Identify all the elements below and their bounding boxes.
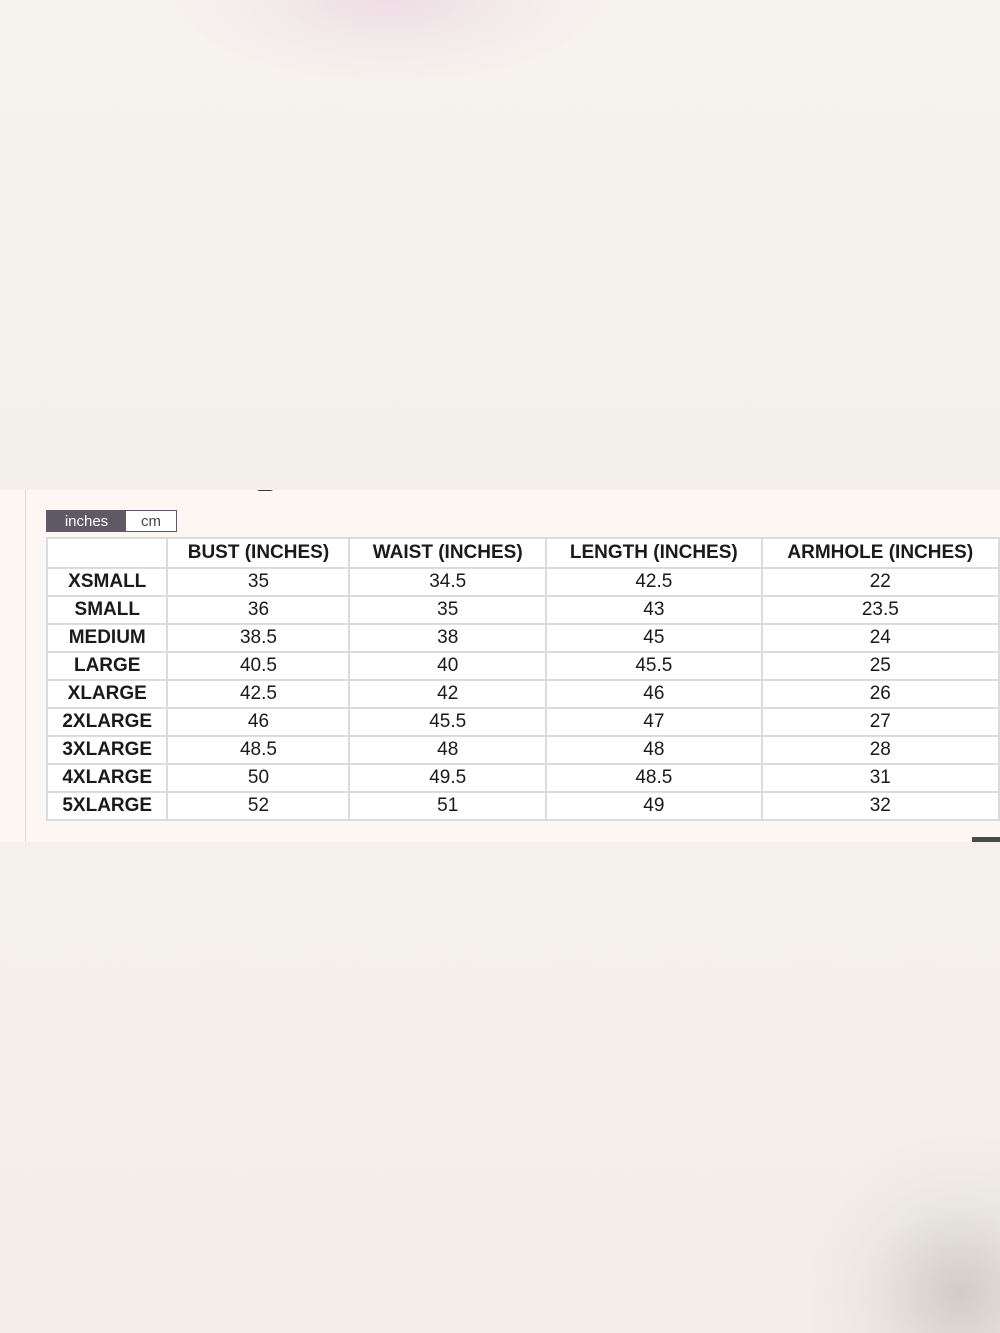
table-row — [47, 680, 999, 708]
bust-value: 38.5 — [167, 624, 349, 652]
column-header-bust: BUST (INCHES) — [167, 538, 349, 568]
table-row — [47, 708, 999, 736]
size-label: MEDIUM — [47, 624, 167, 652]
size-label: LARGE — [47, 652, 167, 680]
length-value: 48 — [546, 736, 762, 764]
waist-value: 42 — [349, 680, 546, 708]
armhole-value: 32 — [762, 792, 999, 820]
length-value: 49 — [546, 792, 762, 820]
unit-option-inches[interactable]: inches — [47, 511, 126, 531]
bust-value: 36 — [167, 596, 349, 624]
bust-value: 35 — [167, 568, 349, 596]
panel-divider — [25, 490, 26, 842]
armhole-value: 26 — [762, 680, 999, 708]
length-value: 45 — [546, 624, 762, 652]
armhole-value: 25 — [762, 652, 999, 680]
cropped-link-artifact — [255, 490, 425, 494]
column-header-length: LENGTH (INCHES) — [546, 538, 762, 568]
column-header-armhole: ARMHOLE (INCHES) — [762, 538, 999, 568]
waist-value: 48 — [349, 736, 546, 764]
length-value: 47 — [546, 708, 762, 736]
armhole-value: 27 — [762, 708, 999, 736]
size-label: 2XLARGE — [47, 708, 167, 736]
bust-value: 50 — [167, 764, 349, 792]
table-row — [47, 792, 999, 820]
table-row — [47, 624, 999, 652]
size-label: 4XLARGE — [47, 764, 167, 792]
size-chart-panel — [0, 490, 1000, 842]
size-label: SMALL — [47, 596, 167, 624]
size-label: XLARGE — [47, 680, 167, 708]
length-value: 46 — [546, 680, 762, 708]
background-glow-top — [180, 0, 600, 80]
waist-value: 51 — [349, 792, 546, 820]
length-value: 45.5 — [546, 652, 762, 680]
table-row — [47, 764, 999, 792]
table-header-row — [47, 538, 999, 568]
armhole-value: 24 — [762, 624, 999, 652]
column-header-waist: WAIST (INCHES) — [349, 538, 546, 568]
armhole-value: 31 — [762, 764, 999, 792]
background-shadow-corner — [800, 1133, 1000, 1333]
waist-value: 34.5 — [349, 568, 546, 596]
bust-value: 42.5 — [167, 680, 349, 708]
waist-value: 45.5 — [349, 708, 546, 736]
bust-value: 52 — [167, 792, 349, 820]
table-row — [47, 596, 999, 624]
size-label: 3XLARGE — [47, 736, 167, 764]
bust-value: 48.5 — [167, 736, 349, 764]
table-row — [47, 568, 999, 596]
bust-value: 46 — [167, 708, 349, 736]
waist-value: 49.5 — [349, 764, 546, 792]
unit-toggle — [46, 510, 177, 532]
waist-value: 40 — [349, 652, 546, 680]
size-label: 5XLARGE — [47, 792, 167, 820]
table-row — [47, 652, 999, 680]
armhole-value: 22 — [762, 568, 999, 596]
horizontal-scrollbar-thumb[interactable] — [972, 837, 1000, 842]
table-row — [47, 736, 999, 764]
waist-value: 35 — [349, 596, 546, 624]
bust-value: 40.5 — [167, 652, 349, 680]
column-header-size — [47, 538, 167, 568]
length-value: 48.5 — [546, 764, 762, 792]
waist-value: 38 — [349, 624, 546, 652]
length-value: 43 — [546, 596, 762, 624]
size-label: XSMALL — [47, 568, 167, 596]
unit-option-cm[interactable]: cm — [126, 511, 176, 531]
armhole-value: 23.5 — [762, 596, 999, 624]
length-value: 42.5 — [546, 568, 762, 596]
armhole-value: 28 — [762, 736, 999, 764]
size-chart-table — [46, 537, 1000, 821]
